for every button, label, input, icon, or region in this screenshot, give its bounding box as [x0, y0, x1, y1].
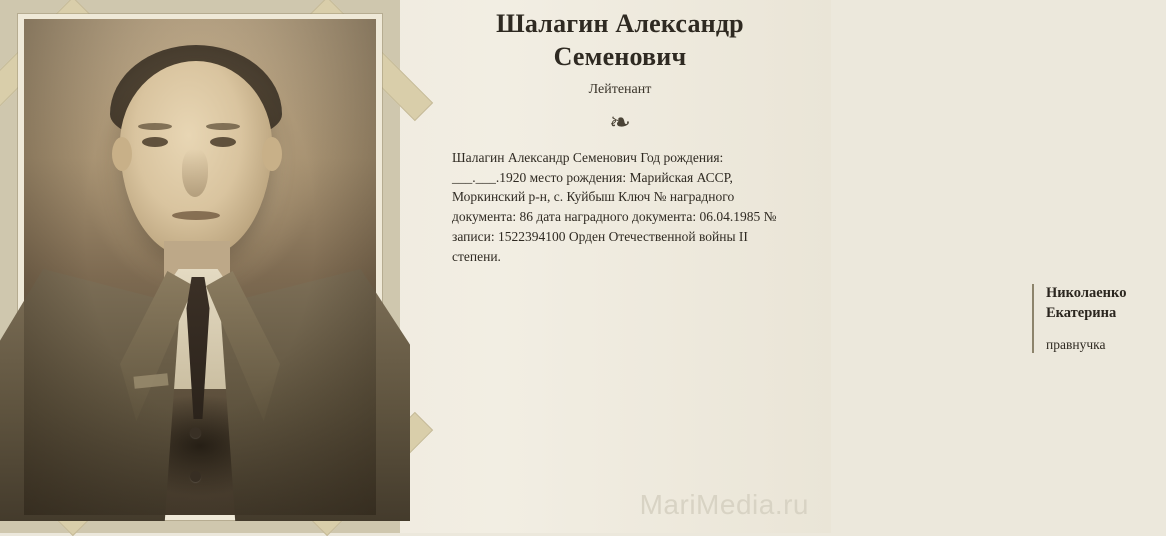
veteran-name: Шалагин Александр Семенович	[496, 9, 744, 71]
portrait-image	[24, 19, 376, 515]
author-block	[1032, 284, 1166, 353]
author-name: Николаенко Екатерина	[1046, 285, 1127, 321]
portrait-panel	[0, 0, 400, 533]
author-relation: правнучка	[1046, 337, 1106, 353]
photo-vignette	[24, 19, 376, 515]
site-watermark: MariMedia.ru	[639, 489, 809, 520]
record-description: Шалагин Александр Семенович Год рождения: ___.___.1920 место рождения: Марийская АССР, Моркинский р-н, с. Куйбыш Ключ № наградного документа: 86 дата наградного документа: 06.04.1985 № записи: 1522394100 Орден Отечественной войны II степени.	[452, 150, 777, 264]
veteran-rank: Лейтенант	[588, 82, 652, 97]
photo-frame	[18, 14, 382, 520]
ornament-divider-icon: ❧	[609, 108, 631, 137]
veteran-photo	[24, 19, 376, 515]
record-content	[400, 0, 1127, 533]
